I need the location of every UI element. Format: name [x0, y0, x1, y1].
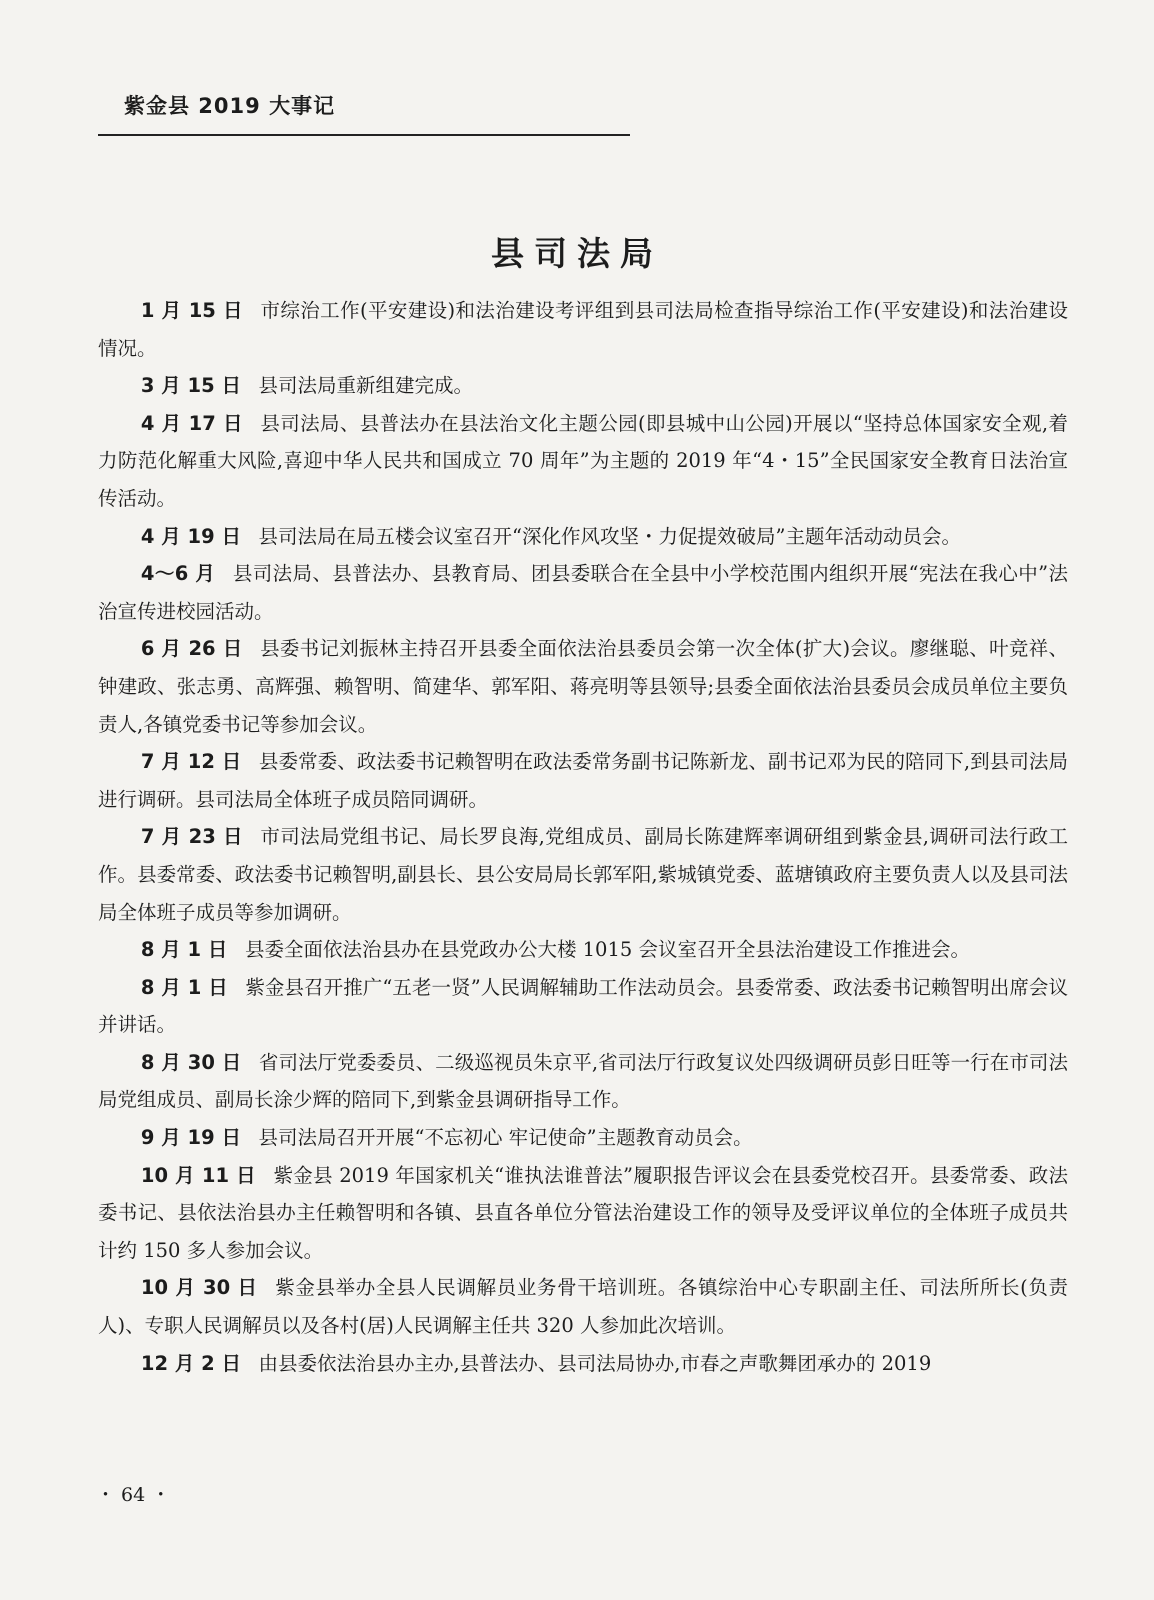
event-text: 紫金县召开推广“五老一贤”人民调解辅助工作法动员会。县委常委、政法委书记赖智明出席会议并讲话。 — [98, 975, 1068, 1037]
event-entry — [98, 1119, 1068, 1157]
event-date: 3 月 15 日 — [140, 374, 241, 398]
event-date: 8 月 1 日 — [140, 938, 228, 962]
event-text: 县司法局在局五楼会议室召开“深化作风攻坚・力促提效破局”主题年活动动员会。 — [258, 524, 961, 548]
event-entry — [98, 555, 1068, 630]
event-text: 省司法厅党委委员、二级巡视员朱京平,省司法厅行政复议处四级调研员彭日旺等一行在市司法局党组成员、副局长涂少辉的陪同下,到紫金县调研指导工作。 — [98, 1050, 1068, 1112]
event-text: 县司法局、县普法办、县教育局、团县委联合在全县中小学校范围内组织开展“宪法在我心中”法治宣传进校园活动。 — [98, 562, 1068, 623]
event-entry — [98, 1157, 1068, 1270]
event-date: 4 月 17 日 — [140, 411, 243, 435]
event-entry — [98, 743, 1068, 818]
event-date: 1 月 15 日 — [140, 299, 243, 322]
event-entry — [98, 292, 1068, 367]
event-entry — [98, 518, 1068, 556]
event-text: 市司法局党组书记、局长罗良海,党组成员、副局长陈建辉率调研组到紫金县,调研司法行政工作。县委常委、政法委书记赖智明,副县长、县公安局局长郭军阳,紫城镇党委、蓝塘镇政府主要负责人以及县司法局全体班子成员等参加调研。 — [98, 825, 1068, 924]
event-date: 4 月 19 日 — [140, 524, 241, 548]
event-text: 县委书记刘振林主持召开县委全面依法治县委员会第一次全体(扩大)会议。廖继聪、叶竞祥、钟建政、张志勇、高辉强、赖智明、简建华、郭军阳、蒋亮明等县领导;县委全面依法治县委员会成员单位主要负责人,各镇党委书记等参加会议。 — [98, 637, 1068, 736]
header-rule — [98, 134, 630, 136]
event-entry — [98, 931, 1068, 969]
event-text: 县司法局重新组建完成。 — [258, 374, 474, 398]
event-date: 10 月 30 日 — [140, 1276, 258, 1300]
event-entry — [98, 405, 1068, 518]
event-entry — [98, 630, 1068, 743]
event-entry — [98, 1345, 1068, 1383]
event-date: 7 月 12 日 — [140, 750, 242, 774]
event-list — [98, 292, 1068, 1382]
event-date: 8 月 1 日 — [140, 975, 228, 999]
page-number: ・ 64 ・ — [96, 1484, 171, 1506]
event-text: 县委全面依法治县办在县党政办公大楼 1015 会议室召开全县法治建设工作推进会。 — [244, 938, 970, 962]
event-date: 10 月 11 日 — [140, 1163, 256, 1187]
event-date: 6 月 26 日 — [140, 637, 243, 661]
event-text: 县司法局、县普法办在县法治文化主题公园(即县城中山公园)开展以“坚持总体国家安全观,着力防范化解重大风险,喜迎中华人民共和国成立 70 周年”为主题的 2019 年“4・15”全民国家安全教育日法治宣传活动。 — [98, 411, 1068, 510]
event-date: 9 月 19 日 — [140, 1126, 241, 1150]
event-entry — [98, 969, 1068, 1044]
event-date: 4～6 月 — [140, 562, 216, 586]
event-text: 市综治工作(平安建设)和法治建设考评组到县司法局检查指导综治工作(平安建设)和法治建设情况。 — [98, 299, 1068, 360]
event-text: 县委常委、政法委书记赖智明在政法委常务副书记陈新龙、副书记邓为民的陪同下,到县司法局进行调研。县司法局全体班子成员陪同调研。 — [98, 750, 1068, 811]
section-title: 县司法局 — [491, 234, 663, 274]
running-head: 紫金县 2019 大事记 — [124, 94, 336, 118]
event-text: 紫金县举办全县人民调解员业务骨干培训班。各镇综治中心专职副主任、司法所所长(负责人)、专职人民调解员以及各村(居)人民调解主任共 320 人参加此次培训。 — [98, 1276, 1069, 1338]
event-text: 紫金县 2019 年国家机关“谁执法谁普法”履职报告评议会在县委党校召开。县委常委、政法委书记、县依法治县办主任赖智明和各镇、县直各单位分管法治建设工作的领导及受评议单位的全体班子成员共计约 150 多人参加会议。 — [98, 1163, 1068, 1262]
event-text: 由县委依法治县办主办,县普法办、县司法局协办,市春之声歌舞团承办的 2019 — [258, 1351, 932, 1375]
event-entry — [98, 367, 1068, 405]
event-date: 8 月 30 日 — [140, 1050, 242, 1074]
event-entry — [98, 1044, 1068, 1119]
event-date: 7 月 23 日 — [140, 825, 243, 849]
event-entry — [98, 818, 1068, 931]
event-entry — [98, 1269, 1068, 1344]
event-date: 12 月 2 日 — [140, 1351, 241, 1375]
event-text: 县司法局召开开展“不忘初心 牢记使命”主题教育动员会。 — [258, 1126, 753, 1150]
